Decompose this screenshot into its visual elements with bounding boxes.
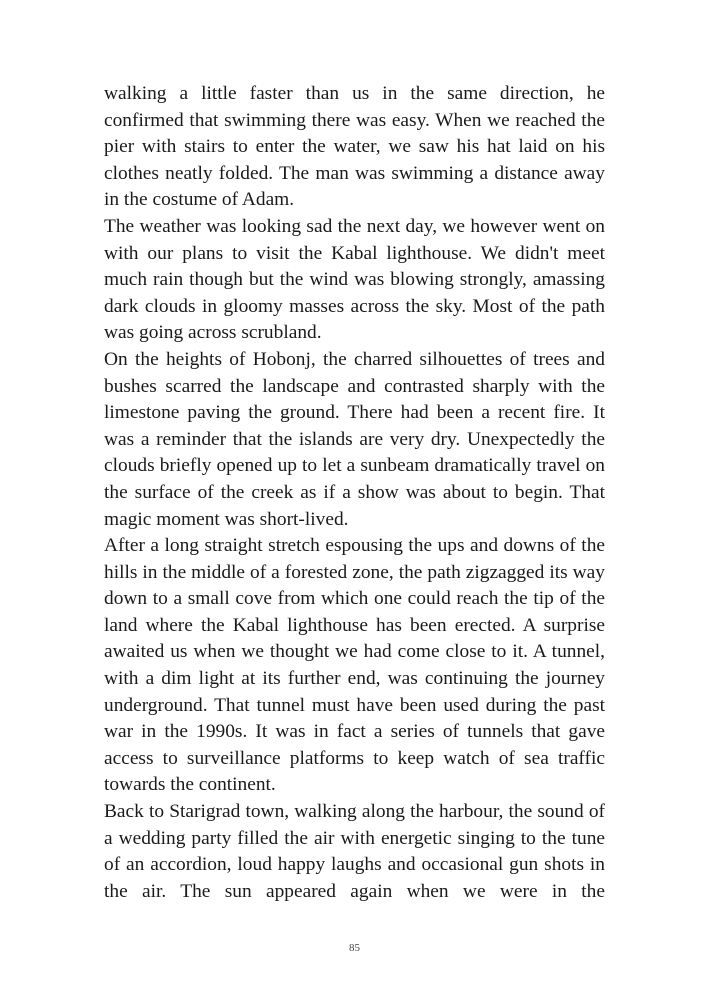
paragraph-3: On the heights of Hobonj, the charred silhouettes of trees and bushes scarred the landscape and contrasted sharply with the limestone paving the ground. There had been a recent fire. It was a reminder that the islands are very dry. Unexpectedly the clouds briefly opened up to let a sunbeam dramatically travel on the surface of the creek as if a show was about to begin. That magic moment was short-lived.	[104, 348, 605, 530]
body-text	[104, 81, 605, 905]
paragraph-4: After a long straight stretch espousing the ups and downs of the hills in the middle of a forested zone, the path zigzagged its way down to a small cove from which one could reach the tip of the land where the Kabal lighthouse has been erected. A surprise awaited us when we thought we had come close to it. A tunnel, with a dim light at its further end, was continuing the journey underground. That tunnel must have been used during the past war in the 1990s. It was in fact a series of tunnels that gave access to surveillance platforms to keep watch of sea traffic towards the continent.	[104, 535, 605, 796]
paragraph-2: The weather was looking sad the next day, we however went on with our plans to visit the Kabal lighthouse. We didn't meet much rain though but the wind was blowing strongly, amassing dark clouds in gloomy masses across the sky. Most of the path was going across scrubland.	[104, 215, 605, 344]
paragraph-1: walking a little faster than us in the same direction, he confirmed that swimming there was easy. When we reached the pier with stairs to enter the water, we saw his hat laid on his clothes neatly folded. The man was swimming a distance away in the costume of Adam.	[104, 83, 605, 211]
page-number: 85	[349, 942, 360, 954]
paragraph-5: Back to Starigrad town, walking along the harbour, the sound of a wedding party filled the air with energetic singing to the tune of an accordion, loud happy laughs and occasional gun shots in the air. The sun appeared again when we were in the	[104, 801, 605, 902]
